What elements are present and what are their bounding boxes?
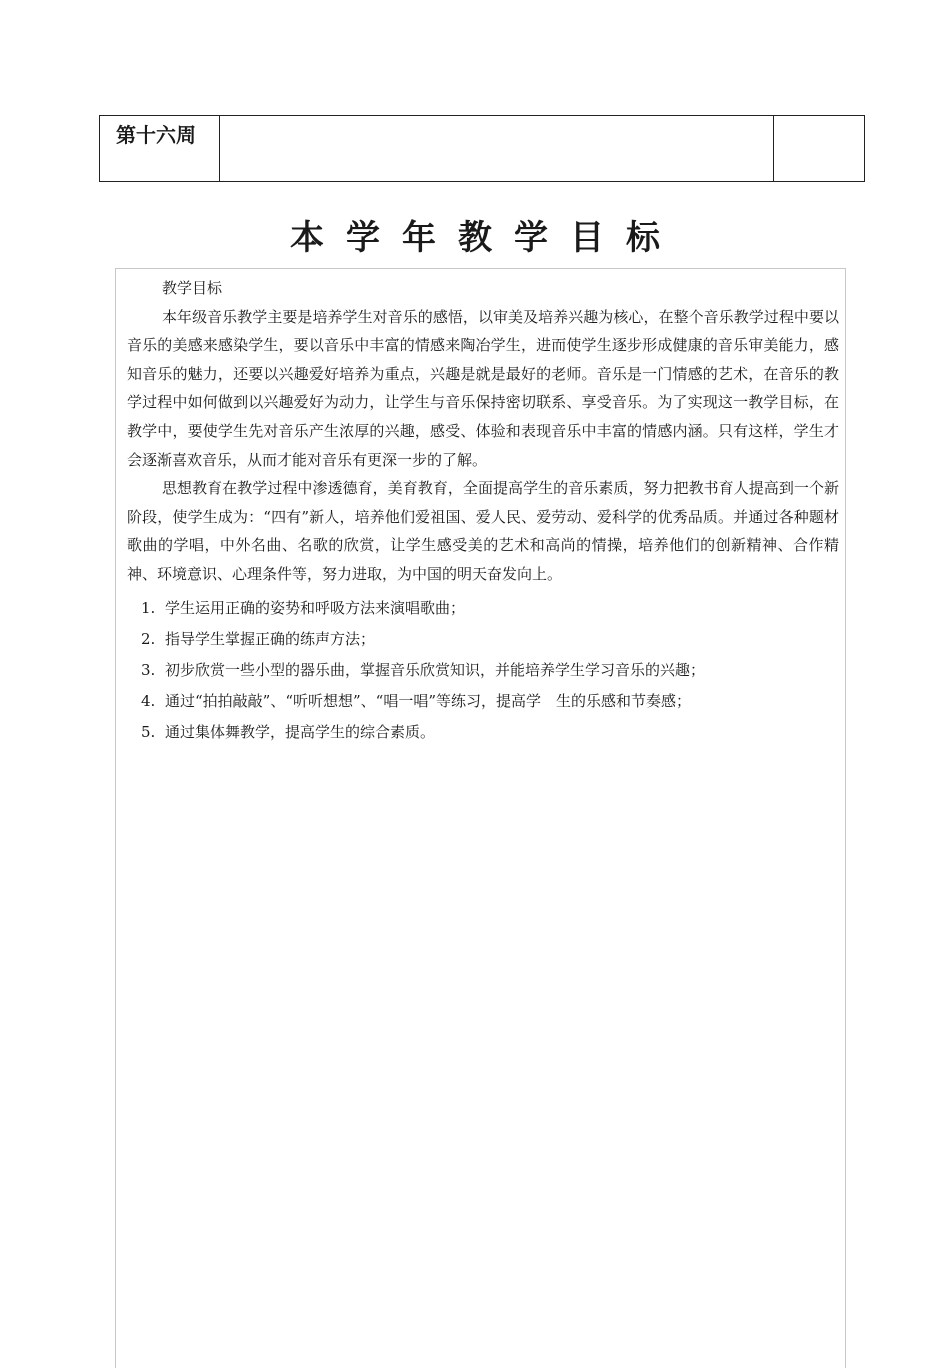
list-item — [127, 624, 839, 655]
list-item-number: 4. — [141, 692, 156, 711]
list-item-text: 通过“拍拍敲敲”、“听听想想”、“唱一唱”等练习，提高学 生的乐感和节奏感； — [165, 692, 692, 711]
list-item — [127, 686, 839, 717]
list-item-number: 1. — [141, 598, 156, 617]
week-content-cell — [220, 116, 774, 182]
list-item — [127, 655, 839, 686]
week-table — [99, 115, 865, 182]
paragraph: 思想教育在教学过程中渗透德育，美育教育，全面提高学生的音乐素质，努力把教书育人提高到一个新阶段，使学生成为：“四有”新人，培养他们爱祖国、爱人民、爱劳动、爱科学的优秀品质。并通过各种题材歌曲的学唱，中外名曲、名歌的欣赏，让学生感受美的艺术和高尚的情操，培养他们的创新精神、合作精神、环境意识、心理条件等，努力进取，为中国的明天奋发向上。 — [127, 479, 839, 583]
goals-content — [127, 274, 839, 749]
list-item — [127, 593, 839, 624]
list-item-text: 通过集体舞教学，提高学生的综合素质。 — [165, 723, 436, 742]
list-item — [127, 717, 839, 748]
week-row — [100, 116, 865, 182]
list-item-text: 初步欣赏一些小型的器乐曲，掌握音乐欣赏知识，并能培养学生学习音乐的兴趣； — [165, 660, 706, 679]
list-item-text: 学生运用正确的姿势和呼吸方法来演唱歌曲； — [165, 598, 466, 617]
list-item-number: 2. — [141, 629, 156, 648]
page-title: 本学年教学目标 — [290, 218, 682, 258]
list-item-number: 3. — [141, 660, 156, 679]
list-item-text: 指导学生掌握正确的练声方法； — [165, 629, 376, 648]
list-item-number: 5. — [141, 723, 156, 742]
week-note-cell — [774, 116, 865, 182]
week-label: 第十六周 — [100, 116, 220, 182]
section-heading: 教学目标 — [162, 279, 223, 297]
goals-list — [127, 593, 839, 749]
paragraph: 本年级音乐教学主要是培养学生对音乐的感悟，以审美及培养兴趣为核心，在整个音乐教学过程中要以音乐的美感来感染学生，要以音乐中丰富的情感来陶冶学生，进而使学生逐步形成健康的音乐审美能力，感知音乐的魅力，还要以兴趣爱好培养为重点，兴趣是就是最好的老师。音乐是一门情感的艺术，在音乐的教学过程中如何做到以兴趣爱好为动力，让学生与音乐保持密切联系、享受音乐。为了实现这一教学目标，在教学中，要使学生先对音乐产生浓厚的兴趣，感受、体验和表现音乐中丰富的情感内涵。只有这样，学生才会逐渐喜欢音乐，从而才能对音乐有更深一步的了解。 — [127, 307, 839, 469]
